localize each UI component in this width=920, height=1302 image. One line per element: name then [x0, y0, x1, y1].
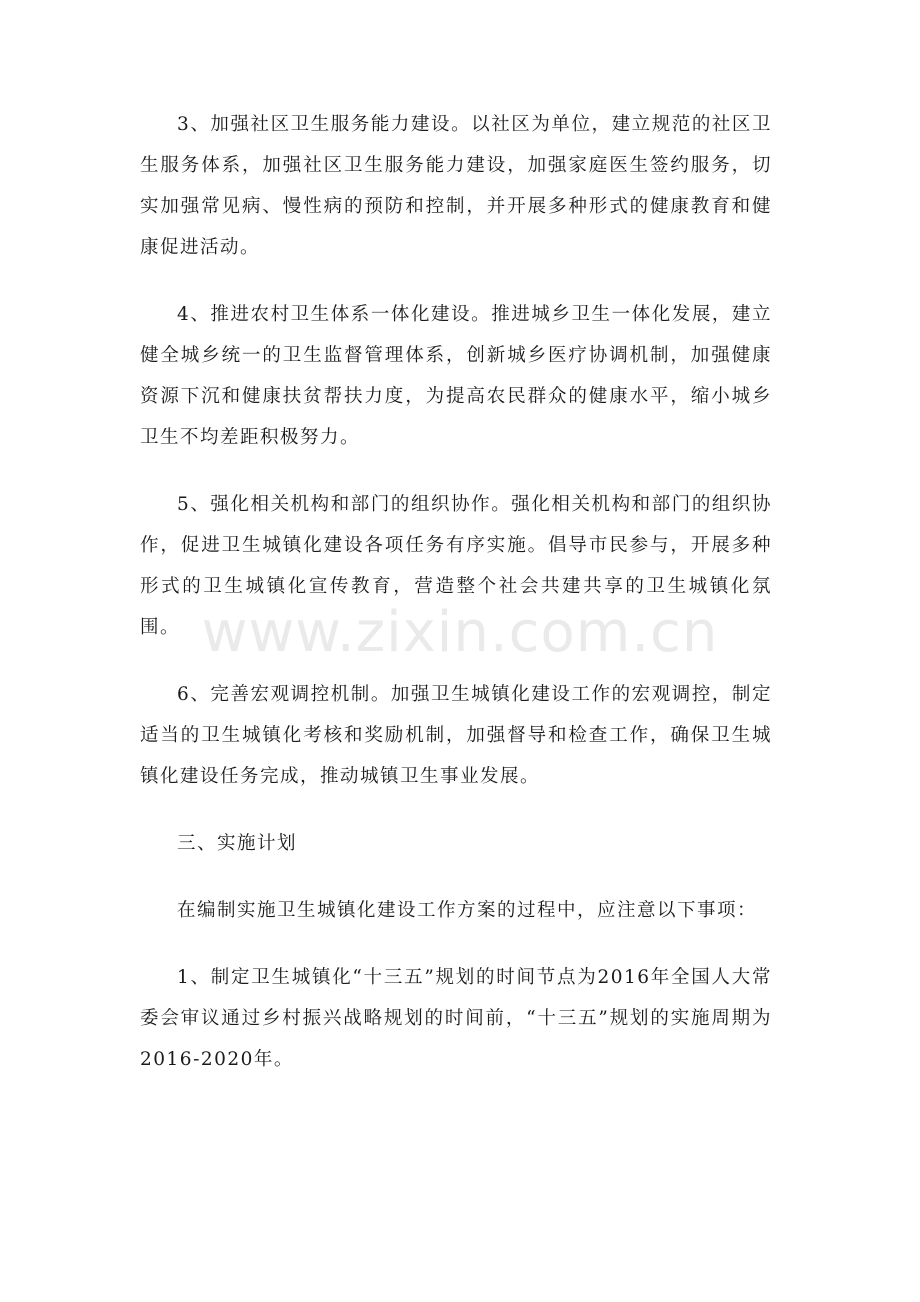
- intro-paragraph: 在编制实施卫生城镇化建设工作方案的过程中，应注意以下事项：: [177, 900, 758, 921]
- paragraph-item-3: 3、加强社区卫生服务能力建设。以社区为单位，建立规范的社区卫生服务体系，加强社区卫生服务能力建设，加强家庭医生签约服务，切实加强常见病、慢性病的预防和控制，并开展多种形式的健康教育和健康促进活动。: [140, 114, 772, 258]
- watermark: www.zixin.com.cn: [201, 600, 719, 665]
- paragraph-item-4: 4、推进农村卫生体系一体化建设。推进城乡卫生一体化发展，建立健全城乡统一的卫生监督管理体系，创新城乡医疗协调机制，加强健康资源下沉和健康扶贫帮扶力度，为提高农民群众的健康水平，缩小城乡卫生不均差距积极努力。: [140, 304, 772, 448]
- paragraph-item-6: 6、完善宏观调控机制。加强卫生城镇化建设工作的宏观调控，制定适当的卫生城镇化考核和奖励机制，加强督导和检查工作，确保卫生城镇化建设任务完成，推动城镇卫生事业发展。: [140, 684, 772, 787]
- paragraph-plan-item-1: 1、制定卫生城镇化“十三五”规划的时间节点为2016年全国人大常委会审议通过乡村振兴战略规划的时间前，“十三五”规划的实施周期为2016-2020年。: [140, 967, 772, 1070]
- section-heading: 三、实施计划: [177, 833, 298, 854]
- document-body: [140, 104, 772, 1106]
- paragraph-item-5: 5、强化相关机构和部门的组织协作。强化相关机构和部门的组织协作，促进卫生城镇化建设各项任务有序实施。倡导市民参与，开展多种形式的卫生城镇化宣传教育，营造整个社会共建共享的卫生城镇化氛围。: [140, 494, 772, 638]
